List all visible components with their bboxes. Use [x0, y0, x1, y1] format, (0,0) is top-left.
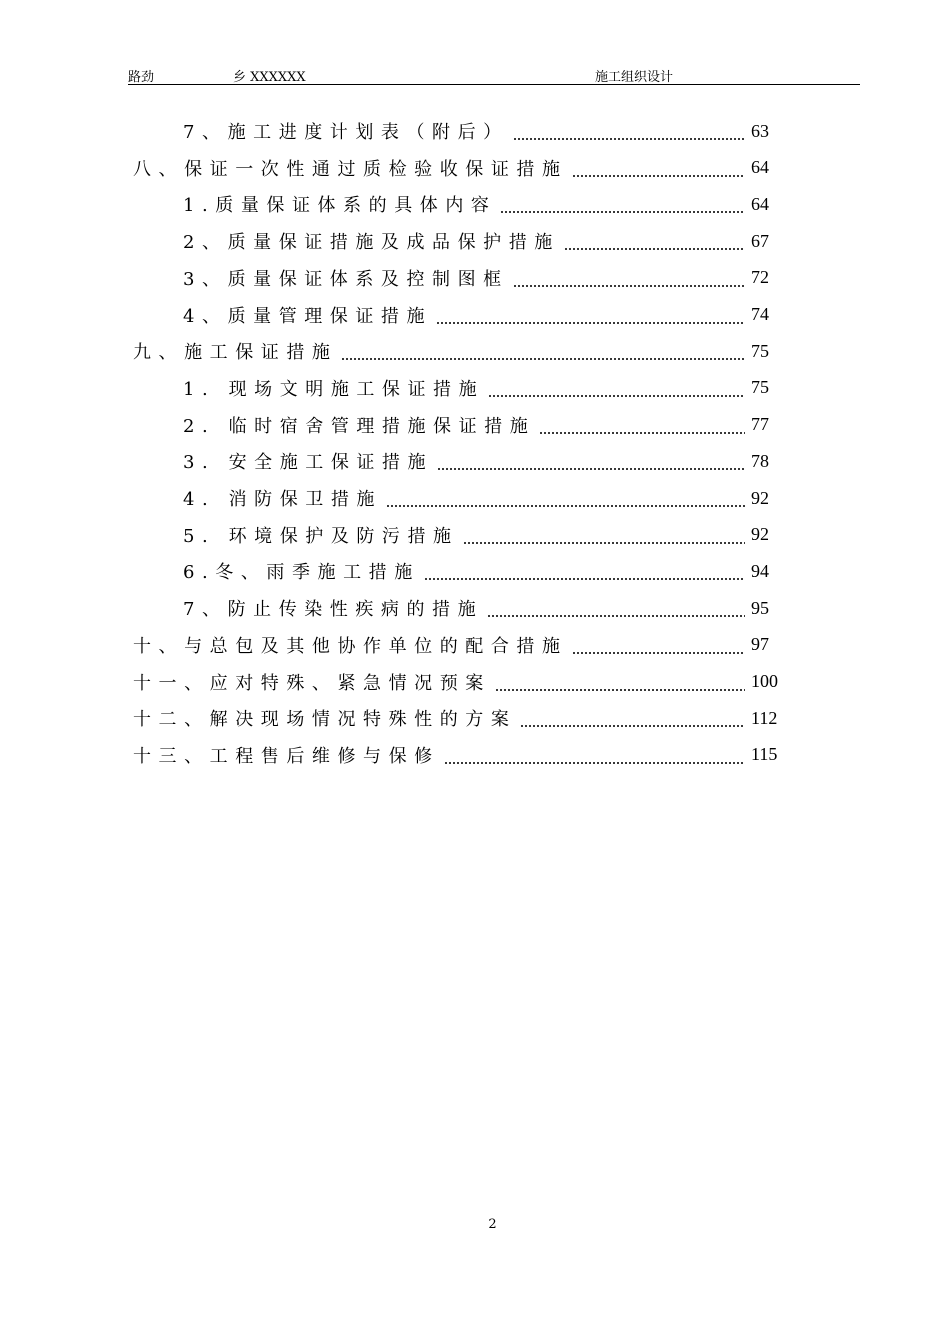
- toc-dot-leader: [572, 627, 745, 663]
- toc-entry-page: 75: [751, 340, 769, 361]
- toc-entry-title: 九、施工保证措施: [133, 342, 338, 364]
- toc-entry-title: 1.质量保证体系的具体内容: [183, 195, 497, 217]
- toc-entry[interactable]: [183, 223, 797, 259]
- toc-entry[interactable]: [183, 370, 797, 406]
- page-header: [128, 64, 860, 85]
- toc-entry[interactable]: [183, 260, 797, 296]
- toc-entry[interactable]: [183, 113, 797, 149]
- toc-dot-leader: [488, 370, 745, 406]
- toc-entry-title: 4. 消防保卫措施: [183, 489, 382, 510]
- toc-dot-leader: [500, 186, 745, 222]
- toc-entry-title: 八、保证一次性通过质检验收保证措施: [133, 158, 568, 180]
- toc-entry-page: 115: [751, 744, 778, 765]
- toc-entry-page: 64: [751, 157, 769, 178]
- toc-entry[interactable]: [183, 186, 797, 222]
- toc-entry[interactable]: [183, 480, 797, 516]
- toc-entry-title: 3、质量保证体系及控制图框: [183, 268, 509, 290]
- toc-entry[interactable]: [183, 553, 797, 589]
- toc-dot-leader: [495, 664, 745, 700]
- toc-entry-title: 7、施工进度计划表（附后）: [183, 122, 509, 143]
- toc-entry-page: 95: [751, 597, 769, 618]
- toc-entry-page: 67: [751, 230, 769, 251]
- toc-entry[interactable]: [133, 664, 797, 700]
- toc-dot-leader: [341, 333, 745, 369]
- toc-entry-page: 97: [751, 634, 769, 655]
- header-right-text: 施工组织设计: [595, 70, 674, 85]
- toc-entry[interactable]: [183, 590, 797, 626]
- toc-dot-leader: [539, 407, 745, 443]
- toc-entry[interactable]: [183, 407, 797, 443]
- toc-entry[interactable]: [183, 443, 797, 479]
- toc-entry[interactable]: [133, 737, 797, 773]
- toc-dot-leader: [520, 700, 745, 736]
- toc-entry-title: 十二、解决现场情况特殊性的方案: [133, 709, 517, 731]
- toc-entry-title: 十三、工程售后维修与保修: [133, 745, 440, 767]
- toc-entry-page: 112: [751, 707, 778, 728]
- toc-entry-title: 6.冬、雨季施工措施: [183, 562, 420, 584]
- toc-entry-title: 十、与总包及其他协作单位的配合措施: [133, 635, 568, 657]
- page-number: 2: [488, 1217, 497, 1232]
- toc-entry-title: 3. 安全施工保证措施: [183, 452, 434, 474]
- toc-entry-page: 75: [751, 377, 769, 398]
- toc-dot-leader: [572, 150, 745, 186]
- toc-entry-page: 77: [751, 414, 769, 435]
- toc-dot-leader: [513, 260, 745, 296]
- toc-entry-title: 1. 现场文明施工保证措施: [183, 378, 485, 400]
- toc-entry-page: 94: [751, 560, 769, 581]
- toc-entry-title: 5. 环境保护及防污措施: [183, 525, 459, 547]
- toc-dot-leader: [436, 297, 745, 333]
- toc-entry-page: 92: [751, 487, 769, 508]
- toc-entry-page: 78: [751, 450, 769, 471]
- toc-dot-leader: [424, 553, 745, 589]
- toc-dot-leader: [487, 590, 745, 626]
- toc-entry-title: 4、质量管理保证措施: [183, 305, 433, 327]
- toc-dot-leader: [437, 443, 745, 479]
- toc-entry-title: 2. 临时宿舍管理措施保证措施: [183, 415, 536, 437]
- toc-entry[interactable]: [133, 333, 797, 369]
- toc-entry[interactable]: [133, 150, 797, 186]
- toc-entry-page: 100: [751, 671, 778, 691]
- toc-dot-leader: [513, 113, 745, 149]
- toc-dot-leader: [463, 517, 745, 553]
- toc-dot-leader: [444, 737, 745, 773]
- header-left-text: 路劲: [128, 70, 155, 85]
- header-middle-text: 乡 XXXXXX: [233, 70, 306, 85]
- toc-entry-page: 74: [751, 304, 769, 324]
- toc-entry-page: 63: [751, 120, 769, 141]
- toc-entry-page: 64: [751, 193, 769, 214]
- toc-entry[interactable]: [183, 297, 797, 333]
- toc-entry-title: 2、质量保证措施及成品保护措施: [183, 232, 560, 254]
- toc-entry-title: 十一、应对特殊、紧急情况预案: [133, 672, 491, 694]
- toc-entry[interactable]: [133, 627, 797, 663]
- toc-entry-page: 92: [751, 524, 769, 545]
- toc-dot-leader: [386, 480, 745, 516]
- toc-dot-leader: [564, 223, 745, 259]
- toc-entry[interactable]: [133, 700, 797, 736]
- toc-entry-page: 72: [751, 267, 769, 288]
- toc-entry[interactable]: [183, 517, 797, 553]
- toc-entry-title: 7、防止传染性疾病的措施: [183, 599, 484, 621]
